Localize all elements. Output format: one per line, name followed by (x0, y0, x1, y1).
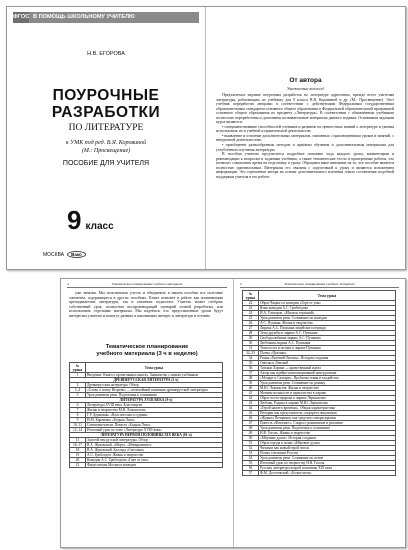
cover-author: Н.В. ЕГОРОВА (87, 51, 125, 57)
lesson-number: 37 (243, 371, 259, 376)
lesson-topic: «Моцарт и Сальери». Проблема гения и злодейства (259, 376, 396, 381)
lesson-topic: Русская литература второй половины XIX века (259, 466, 396, 471)
foreword-greeting: Уважаемые коллеги! (286, 86, 325, 91)
plan-spread (60, 278, 406, 548)
lesson-number: 35 (243, 361, 259, 366)
lesson-number: 43 (243, 401, 259, 406)
page-number-left: 4 (67, 282, 69, 286)
lesson-topic: Итоговый урок по творчеству Н.В. Гоголя (259, 461, 396, 466)
lesson-number: 50 (243, 436, 259, 441)
table-header-row (243, 291, 396, 301)
lesson-topic: Онегин и Ленский (259, 361, 396, 366)
lesson-topic: Тема поэта и поэзии в лирике Пушкина (259, 346, 396, 351)
plan-title-line1: Тематическое планирование (105, 344, 189, 350)
left-page (61, 279, 234, 547)
lesson-number: 31 (243, 346, 259, 351)
lesson-number: 39 (243, 381, 259, 386)
lesson-number: 54 (243, 456, 259, 461)
cover-title (7, 87, 205, 121)
plan-title (61, 344, 233, 357)
lesson-topic: Татьяна Ларина — нравственный идеал (259, 366, 396, 371)
lesson-number: 38 (243, 376, 259, 381)
lesson-topic: А.С. Грибоедов. Жизнь и творчество (86, 453, 223, 458)
lesson-number: 56 (243, 466, 259, 471)
lesson-number: 26 (243, 321, 259, 326)
lesson-topic: Свободолюбивая лирика А.С. Пушкина (259, 336, 396, 341)
lesson-topic: Жизнь и творчество М.В. Ломоносова (86, 408, 223, 413)
front-spread (6, 6, 406, 270)
lesson-topic: Поэма «Цыганы» (259, 351, 396, 356)
lesson-number: 34 (243, 356, 259, 361)
lesson-topic: Урок развития речи. Подготовка к сочинению (259, 426, 396, 431)
running-head-text: Тематическое планирование учебного материала (284, 282, 355, 286)
lesson-number: 21 (70, 463, 86, 468)
section-heading: ЛИТЕРАТУРА XVIII ВЕКА (9 ч) (70, 398, 223, 403)
lesson-topic: Лирика А.С. Пушкина лицейского периода (259, 326, 396, 331)
lesson-topic: Сентиментализм. Повесть «Бедная Лиза» (86, 423, 223, 428)
lesson-number: 45 (243, 411, 259, 416)
running-head-text: Тематическое планирование учебного материала (111, 282, 183, 286)
col-header-topic: Тема урока (259, 291, 396, 301)
lesson-number: 49 (243, 431, 259, 436)
lesson-topic: Печорин как представитель «портрета поколения» (259, 411, 396, 416)
lesson-topic: Мотивы вольности и одиночества в лирике (259, 391, 396, 396)
cover-kit-line1: к УМК под ред. В.Я. Коровиной (65, 140, 147, 146)
lesson-topic: Повесть «Фаталист». Споры о романтизме и реализме (259, 421, 396, 426)
table-row (70, 463, 223, 468)
col-header-number: № урока (70, 363, 86, 373)
cover-title-line2: РАЗРАБОТКИ (51, 104, 161, 121)
table-header-row (70, 363, 223, 373)
lesson-number: 3–4 (70, 388, 86, 393)
foreword-paragraph: Предлагаемое издание поурочных разработок по литературе адресовано, прежде всего учителям литературы, работающим по учебнику для 9 класса В.Я. Коровиной и др. (М.: Просвещение). Этот учебник переработан авторами в соответствии с действующим Федеральным государственным образовательным стандартом основного общего образования и Федеральной образовательной программой основного общего образования по предмету «Литература». В соответствии с обновлённым учебником полностью переработаны и дополнены познавательные материалы данного издания. Основными задачами курса являются: (216, 93, 394, 125)
lesson-topic: В.А. Жуковский. «Море». «Невыразимое» (86, 443, 223, 448)
cover-grade (67, 205, 114, 236)
lesson-number: 20 (70, 458, 86, 463)
lesson-topic: «Слово о полку Игореве» — величайший памятник древнерусской литературы (86, 388, 223, 393)
lesson-number: 42 (243, 396, 259, 401)
lesson-topic: Чичиков как новый герой эпохи (259, 446, 396, 451)
lesson-number: 2 (70, 383, 86, 388)
lesson-topic: Урок развития речи. Сочинение по комедии (259, 316, 396, 321)
lesson-number: 16–17 (70, 443, 86, 448)
lesson-topic: В.А. Жуковский. Баллада «Светлана» (86, 448, 223, 453)
lesson-number: 8 (70, 413, 86, 418)
lesson-topic: Литература XVIII века. Классицизм (86, 403, 223, 408)
lesson-number: 44 (243, 406, 259, 411)
grade-number: 9 (67, 205, 82, 235)
lesson-topic: И.А. Гончаров. «Мильон терзаний» (259, 311, 396, 316)
lesson-number: 46 (243, 416, 259, 421)
grade-word: класс (85, 221, 114, 232)
lesson-number: 23 (243, 306, 259, 311)
lesson-topic: Комедия А.С. Грибоедова «Горе от ума» (86, 458, 223, 463)
foreword-paragraph: • совершенствование способностей учеников и развитие их ценностных знаний о литературе и умения использовать их в учебной и практической деятельности; (216, 124, 394, 134)
running-head-left (67, 282, 227, 288)
cover-title-line1: ПОУРОЧНЫЕ (52, 87, 160, 104)
author-foreword-page (206, 7, 405, 269)
book-cover (7, 7, 206, 269)
lesson-topic: Древнерусская литература. Обзор (86, 383, 223, 388)
lesson-number: 1 (70, 373, 86, 378)
lesson-topic: «Герой нашего времени». Общая характеристика (259, 406, 396, 411)
lesson-topic: А.С. Пушкин. Жизнь и творчество (259, 321, 396, 326)
plan-table-right (242, 290, 396, 476)
lesson-number: 12–14 (70, 428, 86, 433)
lesson-topic: Г.Р. Державин. «Властителям и судиям» (86, 413, 223, 418)
lesson-number: 52 (243, 446, 259, 451)
lesson-number: 6 (70, 403, 86, 408)
right-page (234, 279, 405, 547)
lesson-number: 10–11 (70, 423, 86, 428)
lesson-topic: Язык комедии А.С. Грибоедова (259, 306, 396, 311)
lesson-topic: Введение. Книга о прочитанных книгах. Знакомство с новым учебником (86, 373, 223, 378)
lesson-topic: Образ города в поэме «Мёртвые души» (259, 441, 396, 446)
cover-manual-label: ПОСОБИЕ ДЛЯ УЧИТЕЛЯ (62, 160, 150, 167)
series-title: В ПОМОЩЬ ШКОЛЬНОМУ УЧИТЕЛЮ (33, 14, 135, 20)
lesson-number: 24 (243, 311, 259, 316)
lesson-number: 36 (243, 366, 259, 371)
lesson-topic: Любовь, Родина в лирике М.Ю. Лермонтова (259, 401, 396, 406)
lesson-number: 9 (70, 418, 86, 423)
lesson-topic: Тема дружбы в лирике А.С. Пушкина (259, 331, 396, 336)
foreword-title: От автора (289, 77, 322, 84)
lesson-topic: Роман «Евгений Онегин». История создания (259, 356, 396, 361)
lesson-number: 22 (243, 301, 259, 306)
lesson-number: 48 (243, 426, 259, 431)
section-heading: ДРЕВНЕРУССКАЯ ЛИТЕРАТУРА (3 ч) (70, 378, 223, 383)
lesson-number: 18 (70, 448, 86, 453)
lesson-number: 55 (243, 461, 259, 466)
lesson-number: 30 (243, 341, 259, 346)
lesson-number: 27 (243, 326, 259, 331)
plan-table-left (69, 362, 223, 468)
lesson-number: 5 (70, 393, 86, 398)
section-heading: ЛИТЕРАТУРА ПЕРВОЙ ПОЛОВИНЫ XIX ВЕКА (61 ч) (70, 433, 223, 438)
lesson-topic: Н.М. Карамзин. «Бедная Лиза» (86, 418, 223, 423)
running-head-right (240, 282, 399, 288)
series-banner (13, 12, 199, 23)
left-intro-text (69, 291, 223, 318)
lesson-number: 41 (243, 391, 259, 396)
lesson-topic: Ф.М. Достоевский. «Белые ночи» (259, 471, 396, 476)
lesson-topic: М.Ю. Лермонтов. Жизнь и творчество (259, 386, 396, 391)
lesson-topic: Урок развития речи. Подготовка к сочинению (86, 393, 223, 398)
lesson-number: 51 (243, 441, 259, 446)
lesson-topic: «Мёртвые души». История создания (259, 436, 396, 441)
table-row (243, 471, 396, 476)
lesson-topic: Итоговый урок по теме «Литература XVIII века» (86, 428, 223, 433)
lesson-topic: Образ Чацкого в комедии «Горе от ума» (259, 301, 396, 306)
lesson-number: 47 (243, 421, 259, 426)
lesson-number: 32–33 (243, 351, 259, 356)
lesson-number: 29 (243, 336, 259, 341)
foreword-paragraph: В пособии учителю предлагается подробное описание хода каждого урока, комментарии и рекомендации к вопросам и заданиям учебника, а также тематические тесты и проверочные работы, что позволит сэкономить время на подготовку к уроку. Обращаем ваше внимание на то, что пособие является полностью оригинальным. Материалы его связаны с подготовкой к уроку и являются изложением информации. Это стремление автора на основе дополнительного изучения опыта составления подобной поддержки учителя в его работе. (216, 152, 394, 179)
left-intro-paragraph: уже занятия. Мы пополнились учесть и объединить в нашем пособии все полезные элементы, содержащиеся в других пособиях. Книга поможет в работе как начинающим преподавателям литературы, так и опытным педагогам. Учитель может отобрать собственный урок, полностью воспроизводящий сценарий точной разработки, или использовать отдельные материалы. Мы надеемся, что представленные уроки будут интересны учителю и помогут развить в школьниках интерес к литературе и чтению. (69, 291, 223, 318)
lesson-number: 53 (243, 451, 259, 456)
fgos-logo: ФГОС (13, 12, 29, 23)
col-header-number: № урока (243, 291, 259, 301)
lesson-number: 28 (243, 331, 259, 336)
lesson-number: 40 (243, 386, 259, 391)
table-row (70, 388, 223, 393)
foreword-paragraph: • приобщение разнообразным методам и приёмам обучения и дополнительным материалам для углублённого изучения литературы. (216, 143, 394, 152)
publisher-logo: Вако (67, 251, 86, 258)
cover-kit-info (7, 139, 205, 155)
cover-subtitle: ПО ЛИТЕРАТУРЕ (68, 123, 144, 133)
lesson-topic: Урок развития речи. Сочинение по поэме (259, 456, 396, 461)
cover-kit-line2: (М.: Просвещение) (81, 148, 131, 154)
lesson-topic: «Журнал Печорина» как средство самораскрытия (259, 416, 396, 421)
lesson-number: 19 (70, 453, 86, 458)
cover-imprint (43, 251, 86, 258)
page-number-right: 5 (240, 282, 242, 286)
lesson-topic: Золотой век русской литературы. Обзор (86, 438, 223, 443)
foreword-paragraph: • выявление и освоение дополнительных материалов, связанных с произведениями уроков и занятий, с внеурочной деятельностью; (216, 133, 394, 143)
lesson-topic: Автор как идейно-композиционный центр романа (259, 371, 396, 376)
lesson-number: 57 (243, 471, 259, 476)
lesson-topic: Фамусовская Москва в комедии (86, 463, 223, 468)
lesson-topic: Урок развития речи. Сочинение по роману (259, 381, 396, 386)
lesson-topic: Любовная лирика А.С. Пушкина (259, 341, 396, 346)
lesson-number: 7 (70, 408, 86, 413)
foreword-body (216, 93, 394, 179)
plan-title-line2: учебного материала (3 ч в неделю) (96, 350, 198, 357)
col-header-topic: Тема урока (86, 363, 223, 373)
cover-city: МОСКВА (43, 252, 65, 258)
lesson-number: 25 (243, 316, 259, 321)
lesson-number: 15 (70, 438, 86, 443)
lesson-topic: Поэма о величии России (259, 451, 396, 456)
lesson-topic: Образ поэта-пророка в лирике Лермонтова (259, 396, 396, 401)
lesson-topic: Н.В. Гоголь. Жизнь и творчество (259, 431, 396, 436)
